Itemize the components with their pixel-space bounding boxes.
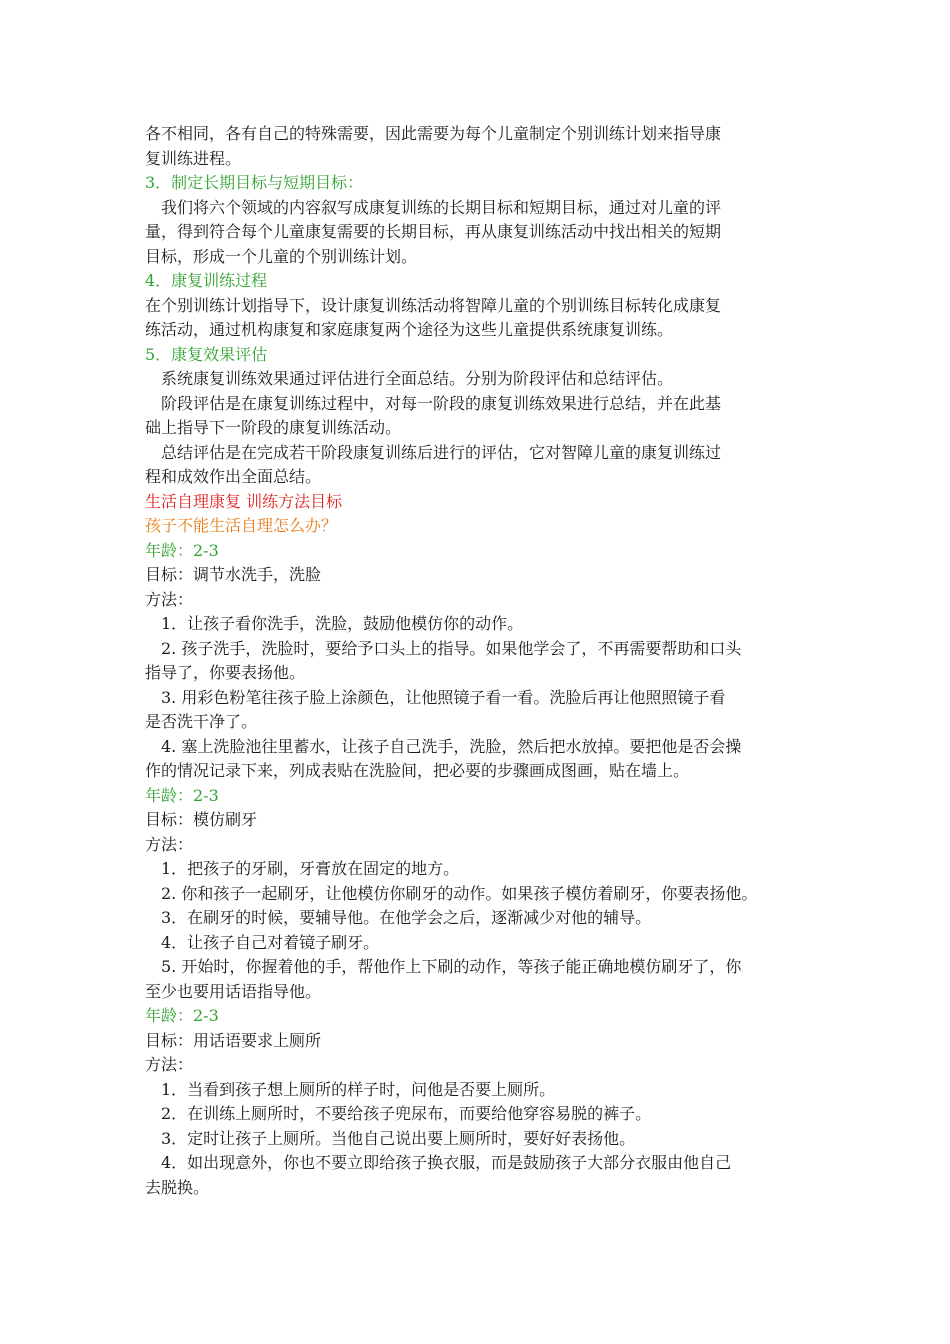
paragraph-line: 目标，形成一个儿童的个别训练计划。	[145, 246, 418, 266]
paragraph-line: 目标：调节水洗手，洗脸	[145, 565, 322, 584]
paragraph-line: 4. 塞上洗脸池往里蓄水，让孩子自己洗手，洗脸，然后把水放掉。要把他是否会操	[145, 736, 742, 756]
paragraph-line: 3．定时让孩子上厕所。当他自己说出要上厕所时，要好好表扬他。	[145, 1128, 636, 1148]
paragraph-line: 1．让孩子看你洗手，洗脸，鼓励他模仿你的动作。	[145, 614, 524, 633]
paragraph-line: 方法：	[145, 834, 194, 854]
paragraph-line: 1．当看到孩子想上厕所的样子时，问他是否要上厕所。	[145, 1079, 556, 1099]
paragraph-line: 4．让孩子自己对着镜子刷牙。	[145, 932, 380, 952]
section-heading: 年龄：2-3	[145, 785, 219, 805]
paragraph-line: 我们将六个领域的内容叙写成康复训练的长期目标和短期目标，通过对儿童的评	[145, 197, 722, 217]
paragraph-line: 3. 用彩色粉笔往孩子脸上涂颜色，让他照镜子看一看。洗脸后再让他照照镜子看	[145, 687, 726, 707]
paragraph-line: 方法：	[145, 1055, 194, 1074]
paragraph-line: 2. 你和孩子一起刷牙，让他模仿你刷牙的动作。如果孩子模仿着刷牙，你要表扬他。	[145, 883, 758, 903]
paragraph-line: 础上指导下一阶段的康复训练活动。	[145, 418, 402, 437]
subtitle-question: 孩子不能生活自理怎么办？	[145, 516, 338, 535]
paragraph-line: 量，得到符合每个儿童康复需要的长期目标，再从康复训练活动中找出相关的短期	[145, 222, 722, 241]
paragraph-line: 去脱换。	[145, 1177, 210, 1197]
paragraph-line: 至少也要用话语指导他。	[145, 981, 322, 1001]
paragraph-line: 2．在训练上厕所时，不要给孩子兜尿布，而要给他穿容易脱的裤子。	[145, 1104, 652, 1123]
paragraph-line: 2. 孩子洗手，洗脸时，要给予口头上的指导。如果他学会了，不再需要帮助和口头	[145, 638, 742, 658]
topic-title: 生活自理康复 训练方法目标	[145, 491, 343, 511]
section-heading: 3．制定长期目标与短期目标：	[145, 173, 364, 192]
section-heading: 4．康复训练过程	[145, 271, 268, 290]
paragraph-line: 程和成效作出全面总结。	[145, 467, 322, 486]
paragraph-line: 各不相同，各有自己的特殊需要，因此需要为每个儿童制定个别训练计划来指导康	[145, 124, 722, 143]
paragraph-line: 5. 开始时，你握着他的手，帮他作上下刷的动作，等孩子能正确地模仿刷牙了，你	[145, 957, 742, 976]
paragraph-line: 阶段评估是在康复训练过程中，对每一阶段的康复训练效果进行总结，并在此基	[145, 393, 722, 413]
paragraph-line: 4．如出现意外，你也不要立即给孩子换衣服，而是鼓励孩子大部分衣服由他自己	[145, 1153, 732, 1172]
paragraph-line: 是否洗干净了。	[145, 712, 258, 731]
paragraph-line: 总结评估是在完成若干阶段康复训练后进行的评估，它对智障儿童的康复训练过	[145, 442, 722, 462]
section-heading: 5．康复效果评估	[145, 344, 268, 364]
paragraph-line: 目标：用话语要求上厕所	[145, 1030, 322, 1050]
section-heading: 年龄：2-3	[145, 1006, 219, 1025]
paragraph-line: 方法：	[145, 589, 194, 609]
paragraph-line: 复训练进程。	[145, 148, 242, 168]
paragraph-line: 目标：模仿刷牙	[145, 810, 258, 829]
document-page	[145, 122, 813, 1200]
paragraph-line: 3．在刷牙的时候，要辅导他。在他学会之后，逐渐减少对他的辅导。	[145, 908, 652, 927]
paragraph-line: 1．把孩子的牙刷，牙膏放在固定的地方。	[145, 859, 460, 878]
section-heading: 年龄：2-3	[145, 540, 219, 560]
paragraph-line: 指导了，你要表扬他。	[145, 663, 306, 682]
paragraph-line: 系统康复训练效果通过评估进行全面总结。分别为阶段评估和总结评估。	[145, 369, 674, 388]
paragraph-line: 练活动，通过机构康复和家庭康复两个途径为这些儿童提供系统康复训练。	[145, 320, 674, 339]
paragraph-line: 作的情况记录下来，列成表贴在洗脸间，把必要的步骤画成图画，贴在墙上。	[145, 761, 690, 780]
paragraph-line: 在个别训练计划指导下，设计康复训练活动将智障儿童的个别训练目标转化成康复	[145, 295, 722, 315]
